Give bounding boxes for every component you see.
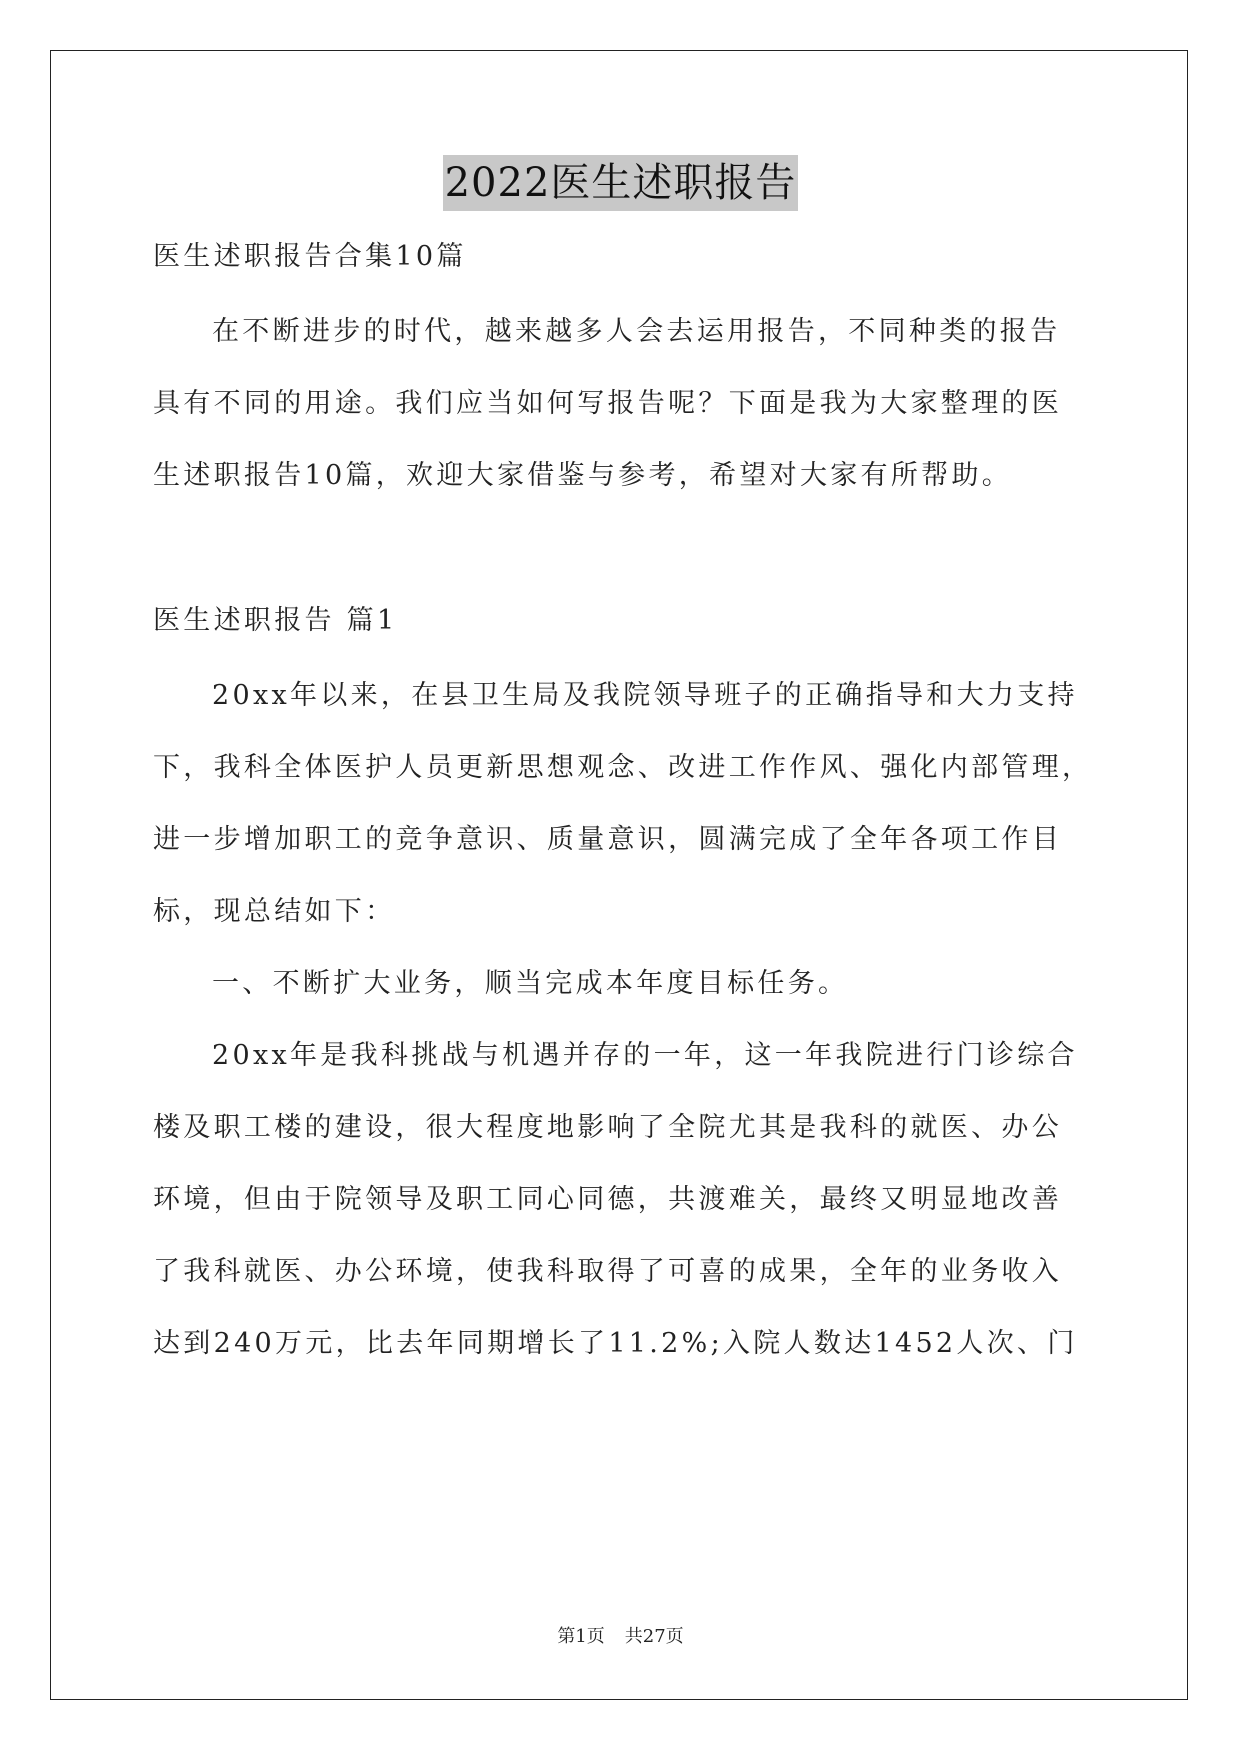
paragraph-line: 下，我科全体医护人员更新思想观念、改进工作作风、强化内部管理， (153, 752, 1093, 783)
subsection-heading: 一、不断扩大业务，顺当完成本年度目标任务。 (212, 968, 849, 999)
document-title: 2022医生述职报告 (443, 155, 799, 211)
paragraph-line: 20xx年以来，在县卫生局及我院领导班子的正确指导和大力支持 (212, 680, 1078, 711)
title-container (0, 155, 1241, 211)
paragraph-line: 楼及职工楼的建设，很大程度地影响了全院尤其是我科的就医、办公 (153, 1112, 1062, 1143)
paragraph-line: 了我科就医、办公环境，使我科取得了可喜的成果，全年的业务收入 (153, 1256, 1062, 1287)
paragraph-line: 环境，但由于院领导及职工同心同德，共渡难关，最终又明显地改善 (153, 1184, 1062, 1215)
page-total: 共27页 (624, 1626, 684, 1647)
page-number: 第1页 (557, 1626, 605, 1647)
paragraph-line: 具有不同的用途。我们应当如何写报告呢？下面是我为大家整理的医 (153, 388, 1062, 419)
paragraph-line: 进一步增加职工的竞争意识、质量意识，圆满完成了全年各项工作目 (153, 824, 1062, 855)
subtitle-line: 医生述职报告合集10篇 (153, 241, 467, 272)
paragraph-line: 生述职报告10篇，欢迎大家借鉴与参考，希望对大家有所帮助。 (153, 460, 1013, 491)
page-footer (0, 1622, 1241, 1648)
page-border (50, 50, 1188, 1700)
section-heading: 医生述职报告 篇1 (153, 605, 398, 636)
paragraph-line: 20xx年是我科挑战与机遇并存的一年，这一年我院进行门诊综合 (212, 1040, 1078, 1071)
paragraph-line: 标，现总结如下： (153, 896, 396, 927)
paragraph-line: 达到240万元，比去年同期增长了11.2%;入院人数达1452人次、门 (153, 1328, 1078, 1359)
paragraph-line: 在不断进步的时代，越来越多人会去运用报告，不同种类的报告 (212, 316, 1061, 347)
